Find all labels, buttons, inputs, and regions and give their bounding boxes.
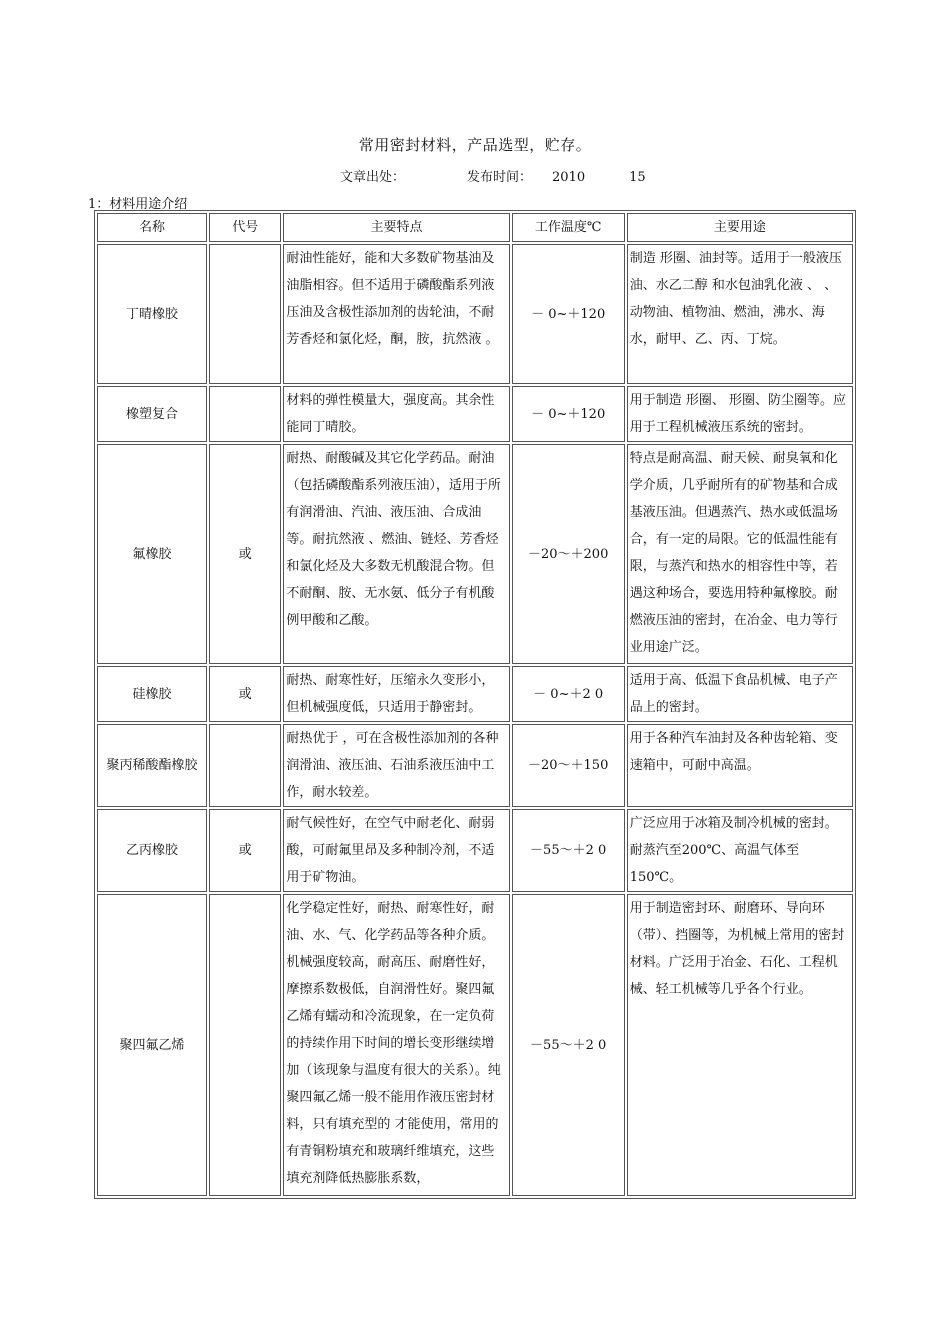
header-name: 名称: [97, 213, 207, 242]
table-row: [97, 724, 853, 807]
material-code: [209, 244, 281, 384]
material-name: 聚四氟乙烯: [97, 894, 207, 1196]
header-code: 代号: [209, 213, 281, 242]
material-features: 材料的弹性模量大，强度高。其余性能同丁晴胶。: [283, 386, 509, 442]
material-temperature: －20～＋200: [512, 444, 625, 664]
material-name: 乙丙橡胶: [97, 809, 207, 892]
material-uses: 制造 形圈、油封等。适用于一般液压油、水乙二醇 和水包油乳化液 、 、动物油、植物油、燃油，沸水、海水，耐甲、乙、丙、丁烷。: [627, 244, 853, 384]
date-year: 2010: [552, 170, 586, 185]
material-temperature: － 0~＋2 0: [512, 666, 625, 722]
material-code: 或: [209, 809, 281, 892]
material-code: 或: [209, 666, 281, 722]
material-temperature: － 0~＋120: [512, 386, 625, 442]
table-row: [97, 894, 853, 1196]
material-uses: 广泛应用于冰箱及制冷机械的密封。耐蒸汽至200℃、高温气体至150℃。: [627, 809, 853, 892]
header-temperature: 工作温度℃: [512, 213, 625, 242]
material-name: 氟橡胶: [97, 444, 207, 664]
table-row: [97, 244, 853, 384]
table-header-row: [97, 213, 853, 242]
material-code: 或: [209, 444, 281, 664]
material-temperature: －20～＋150: [512, 724, 625, 807]
article-meta: [340, 166, 646, 185]
material-name: 橡塑复合: [97, 386, 207, 442]
material-temperature: － 0~＋120: [512, 244, 625, 384]
table-row: [97, 666, 853, 722]
material-features: 耐热优于 ，可在含极性添加剂的各种润滑油、液压油、石油系液压油中工作，耐水较差。: [283, 724, 509, 807]
table-row: [97, 386, 853, 442]
material-features: 耐油性能好，能和大多数矿物基油及油脂相容。但不适用于磷酸酯系列液压油及含极性添加剂的齿轮油，不耐芳香烃和氯化烃，酮，胺，抗然液 。: [283, 244, 509, 384]
material-features: 化学稳定性好，耐热、耐寒性好，耐油、水、气、化学药品等各种介质。机械强度较高，耐高压、耐磨性好，摩擦系数极低，自润滑性好。聚四氟乙烯有蠕动和冷流现象，在一定负荷的持续作用下时间的增长变形继续增加（该现象与温度有很大的关系）。纯聚四氟乙烯一般不能用作液压密封材料，只有填充型的 才能使用，常用的有青铜粉填充和玻璃纤维填充，这些填充剂降低热膨胀系数，: [283, 894, 509, 1196]
source-label: 文章出处：: [340, 170, 406, 185]
material-features: 耐热、耐寒性好，压缩永久变形小，但机械强度低，只适用于静密封。: [283, 666, 509, 722]
material-uses: 用于各种汽车油封及各种齿轮箱、变速箱中，可耐中高温。: [627, 724, 853, 807]
materials-table: [94, 210, 856, 1199]
material-code: [209, 894, 281, 1196]
section-title: 1：材料用途介绍: [88, 197, 188, 212]
material-name: 丁晴橡胶: [97, 244, 207, 384]
material-uses: 用于制造 形圈、 形圈、防尘圈等。应用于工程机械液压系统的密封。: [627, 386, 853, 442]
table-row: [97, 444, 853, 664]
header-uses: 主要用途: [627, 213, 853, 242]
material-temperature: －55～＋2 0: [512, 809, 625, 892]
material-name: 聚丙稀酸酯橡胶: [97, 724, 207, 807]
material-temperature: －55～＋2 0: [512, 894, 625, 1196]
date-label: 发布时间：: [467, 170, 533, 185]
date-day: 15: [629, 170, 646, 185]
material-code: [209, 724, 281, 807]
page-title: 常用密封材料，产品选型，贮存。: [358, 136, 592, 154]
material-features: 耐热、耐酸碱及其它化学药品。耐油（包括磷酸酯系列液压油），适用于所有润滑油、汽油、液压油、合成油等。耐抗然液 、燃油、链烃、芳香烃和氯化烃及大多数无机酸混合物。但不耐酮、胺、无水氨、低分子有机酸例甲酸和乙酸。: [283, 444, 509, 664]
header-features: 主要特点: [283, 213, 509, 242]
table-row: [97, 809, 853, 892]
material-features: 耐气候性好，在空气中耐老化、耐弱酸，可耐氟里昂及多种制冷剂，不适用于矿物油。: [283, 809, 509, 892]
material-uses: 适用于高、低温下食品机械、电子产品上的密封。: [627, 666, 853, 722]
material-uses: 用于制造密封环、耐磨环、导向环（带）、挡圈等，为机械上常用的密封材料。广泛用于冶金、石化、工程机械、轻工机械等几乎各个行业。: [627, 894, 853, 1196]
material-name: 硅橡胶: [97, 666, 207, 722]
material-code: [209, 386, 281, 442]
material-uses: 特点是耐高温、耐天候、耐臭氧和化学介质，几乎耐所有的矿物基和合成基液压油。但遇蒸汽、热水或低温场合，有一定的局限。它的低温性能有限，与蒸汽和热水的相容性中等，若遇这种场合，要选用特种氟橡胶。耐燃液压油的密封，在冶金、电力等行业用途广泛。: [627, 444, 853, 664]
